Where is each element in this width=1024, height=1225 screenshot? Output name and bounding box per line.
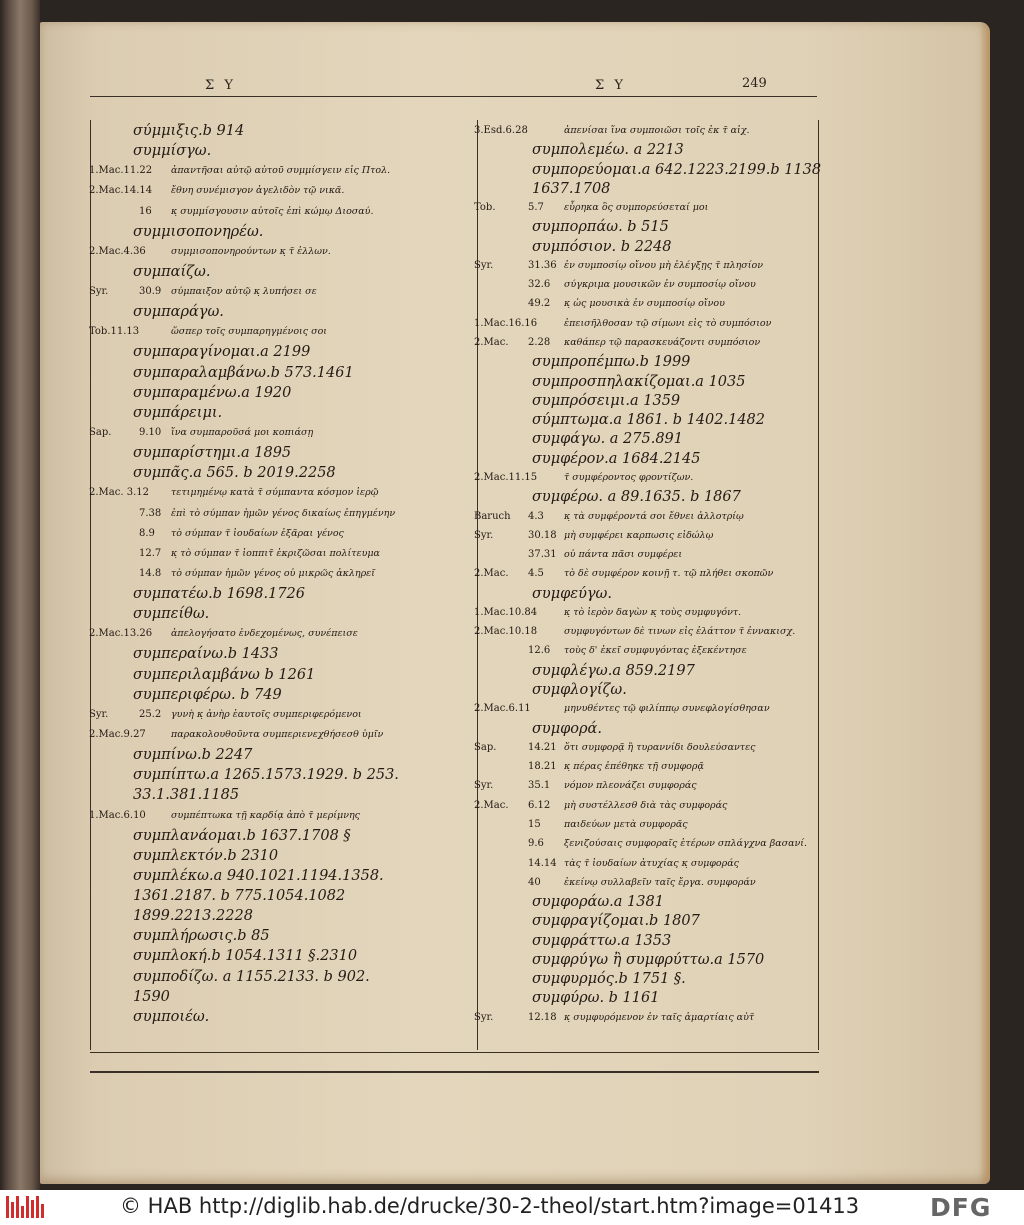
headword-text: συμφορά. bbox=[532, 721, 602, 737]
citation-text: γυνὴ κ̣ ἀνὴρ ἑαυτοῖς συμπεριφερόμενοι bbox=[171, 709, 362, 720]
citation-reference: 2.Mac. bbox=[474, 800, 509, 811]
headword-text: συμφοράω.a 1381 bbox=[532, 894, 664, 910]
citation-text: οὐ πάντα πᾶσι συμφέρει bbox=[564, 549, 683, 560]
headword-text: συμπίνω.b 2247 bbox=[133, 747, 253, 763]
citation-text: τοὺς δ' ἐκεῖ συμφυγόντας ἐξεκέντησε bbox=[564, 645, 747, 656]
citation-verse: 12.6 bbox=[528, 645, 551, 656]
citation-reference: 2.Mac.13.26 bbox=[89, 628, 153, 639]
citation-text: ἐκείνῳ συλλαβεῖν ταῖς ἔργα. συμφοράν bbox=[564, 877, 756, 888]
citation-reference: 1.Mac.16.16 bbox=[474, 318, 538, 329]
citation-text: τὸ δὲ συμφέρον κοινῇ τ. τῷ πλήθει σκοπῶν bbox=[564, 568, 774, 579]
headword-text: συμφλέγω.a 859.2197 bbox=[532, 663, 695, 679]
headword-text: συμπλοκή.b 1054.1311 §.2310 bbox=[133, 948, 358, 964]
headword-text: συμπαραγίνομαι.a 2199 bbox=[133, 344, 311, 360]
citation-reference: Syr. bbox=[474, 1012, 494, 1023]
headword-text: συμπαρίστημι.a 1895 bbox=[133, 445, 292, 461]
headword-text: συμπαραμένω.a 1920 bbox=[133, 385, 292, 401]
citation-reference: 2.Mac. 3.12 bbox=[89, 487, 149, 498]
citation-text: ἀπελογήσατο ἐνδεχομένως, συνέπεισε bbox=[171, 628, 358, 639]
headword-text: 1637.1708 bbox=[532, 181, 611, 197]
headword-text: συμπεριφέρω. b 749 bbox=[133, 687, 282, 703]
headword-text: συμπορεύομαι.a 642.1223.2199.b 1138 bbox=[532, 162, 822, 178]
headword-text: συμπᾶς.a 565. b 2019.2258 bbox=[133, 465, 336, 481]
citation-verse: 30.18 bbox=[528, 530, 557, 541]
citation-reference: 2.Mac.14.14 bbox=[89, 185, 153, 196]
citation-text: ξενιζούσαις συμφοραῖς ἑτέρων σπλάγχνα βασανί. bbox=[564, 838, 808, 849]
citation-text: παρακολουθοῦντα συμπεριενεχθήσεσθ ὑμῖν bbox=[171, 729, 384, 740]
headword-text: συμπορπάω. b 515 bbox=[532, 219, 669, 235]
source-link[interactable]: © HAB http://diglib.hab.de/drucke/30-2-theol/start.htm?image=01413 bbox=[120, 1194, 860, 1218]
citation-reference: Sap. bbox=[89, 427, 112, 438]
citation-reference: Baruch bbox=[474, 511, 511, 522]
headword-text: 1590 bbox=[133, 989, 170, 1005]
headword-text: συμπροσπηλακίζομαι.a 1035 bbox=[532, 374, 746, 390]
citation-verse: 14.8 bbox=[139, 568, 162, 579]
headword-text: συμπολεμέω. a 2213 bbox=[532, 142, 684, 158]
citation-verse: 25.2 bbox=[139, 709, 162, 720]
headword-text: συμπόσιον. b 2248 bbox=[532, 239, 672, 255]
citation-verse: 49.2 bbox=[528, 298, 551, 309]
running-head-center: Σ Υ bbox=[595, 78, 626, 93]
citation-verse: 12.18 bbox=[528, 1012, 557, 1023]
citation-text: μηνυθέντες τῷ φιλίππῳ συνεφλογίσθησαν bbox=[564, 703, 770, 714]
headword-text: συμπατέω.b 1698.1726 bbox=[133, 586, 305, 602]
headword-text: συμφράττω.a 1353 bbox=[532, 933, 672, 949]
citation-verse: 4.5 bbox=[528, 568, 544, 579]
citation-text: ὥσπερ τοῖς συμπαρηγμένοις σοι bbox=[171, 326, 328, 337]
citation-reference: 2.Mac. bbox=[474, 568, 509, 579]
citation-text: νόμον πλεονάζει συμφοράς bbox=[564, 780, 697, 791]
citation-text: ἐν συμποσίῳ οἴνου μὴ ἐλέγξῃς τ̃ πλησίον bbox=[564, 260, 763, 271]
citation-verse: 4.3 bbox=[528, 511, 544, 522]
dfg-logo: DFG bbox=[930, 1193, 992, 1222]
citation-reference: 2.Mac.6.11 bbox=[474, 703, 531, 714]
citation-reference: 2.Mac. bbox=[474, 337, 509, 348]
headword-text: συμπλανάομαι.b 1637.1708 § bbox=[133, 828, 351, 844]
citation-reference: 2.Mac.11.15 bbox=[474, 472, 538, 483]
headword-text: 33.1.381.1185 bbox=[133, 787, 240, 803]
headword-text: συμποδίζω. a 1155.2133. b 902. bbox=[133, 969, 370, 985]
citation-reference: Tob.11.13 bbox=[89, 326, 140, 337]
page-number: 249 bbox=[742, 76, 767, 91]
citation-text: κ̣ τὸ σύμπαν τ̃ ἰοππιτ̃ ἐκριζῶσαι πολίτευμα bbox=[171, 548, 380, 559]
citation-verse: 30.9 bbox=[139, 286, 162, 297]
citation-verse: 12.7 bbox=[139, 548, 162, 559]
citation-reference: 3.Esd.6.28 bbox=[474, 125, 528, 136]
citation-verse: 40 bbox=[528, 877, 541, 888]
headword-text: συμπαίζω. bbox=[133, 264, 211, 280]
citation-text: ἐπεισῆλθοσαν τῷ σίμωνι εἰς τὸ συμπόσιον bbox=[564, 318, 772, 329]
citation-text: ἀπενίσαι ἵνα συμποιῶσι τοῖς ἐκ τ̃ αἰχ. bbox=[564, 125, 750, 136]
headword-text: συμπάρειμι. bbox=[133, 405, 223, 421]
headword-text: συμπεριλαμβάνω b 1261 bbox=[133, 667, 316, 683]
citation-verse: 14.14 bbox=[528, 858, 557, 869]
citation-text: κ̣ ὡς μουσικὰ ἐν συμποσίῳ οἴνου bbox=[564, 298, 725, 309]
citation-text: συμμισοπονηρούντων κ̣ τ̃ ἐλλων. bbox=[171, 246, 331, 257]
headword-text: συμπλήρωσις.b 85 bbox=[133, 928, 270, 944]
headword-text: συμπρόσειμι.a 1359 bbox=[532, 393, 681, 409]
citation-text: τὸ σύμπαν ἡμῶν γένος οὐ μικρῶς ἀκληρεῖ bbox=[171, 568, 375, 579]
citation-text: ἔθνη συνέμισγον ἀγελιδὸν τῷ νικᾶ. bbox=[171, 185, 345, 196]
citation-text: εὗρηκα ὃς συμπορεύσεταί μοι bbox=[564, 202, 709, 213]
footer-rule-thick bbox=[90, 1071, 819, 1073]
citation-reference: Syr. bbox=[474, 260, 494, 271]
citation-verse: 35.1 bbox=[528, 780, 551, 791]
headword-text: συμπαράγω. bbox=[133, 304, 224, 320]
citation-text: μὴ συστέλλεσθ διὰ τὰς συμφοράς bbox=[564, 800, 728, 811]
citation-reference: 1.Mac.6.10 bbox=[89, 810, 146, 821]
citation-reference: Sap. bbox=[474, 742, 497, 753]
hab-logo-icon bbox=[6, 1196, 46, 1218]
citation-text: ἀπαντῆσαι αὐτῷ αὐτοῦ συμμίσγειν εἰς Πτολ. bbox=[171, 165, 391, 176]
citation-text: ὅτι συμφορᾷ ἢ τυραννίδι δουλεύσαντες bbox=[564, 742, 756, 753]
citation-verse: 7.38 bbox=[139, 508, 162, 519]
citation-text: κ̣ συμμίσγουσιν αὐτοῖς ἐπὶ κώμῳ Διοσαύ. bbox=[171, 206, 374, 217]
headword-text: συμφραγίζομαι.b 1807 bbox=[532, 913, 700, 929]
citation-verse: 6.12 bbox=[528, 800, 551, 811]
citation-reference: 1.Mac.10.84 bbox=[474, 607, 538, 618]
headword-text: συμπεραίνω.b 1433 bbox=[133, 646, 279, 662]
header-rule bbox=[90, 96, 817, 97]
headword-text: σύμμιξις.b 914 bbox=[133, 123, 245, 139]
footer-rule-thin bbox=[90, 1052, 819, 1053]
headword-text: συμφύρω. b 1161 bbox=[532, 990, 660, 1006]
citation-reference: 2.Mac.9.27 bbox=[89, 729, 146, 740]
citation-verse: 8.9 bbox=[139, 528, 155, 539]
page-edge bbox=[980, 22, 990, 1184]
citation-verse: 15 bbox=[528, 819, 541, 830]
citation-verse: 31.36 bbox=[528, 260, 557, 271]
citation-reference: Syr. bbox=[474, 780, 494, 791]
citation-text: κ̣ πέρας ἐπέθηκε τῇ συμφορᾷ bbox=[564, 761, 704, 772]
running-head-left: Σ Υ bbox=[205, 78, 236, 93]
citation-reference: Syr. bbox=[89, 709, 109, 720]
citation-reference: 1.Mac.11.22 bbox=[89, 165, 153, 176]
headword-text: συμφάγω. a 275.891 bbox=[532, 431, 684, 447]
citation-verse: 2.28 bbox=[528, 337, 551, 348]
headword-text: συμπροπέμπω.b 1999 bbox=[532, 354, 691, 370]
headword-text: συμφλογίζω. bbox=[532, 682, 627, 698]
headword-text: συμμίσγω. bbox=[133, 143, 212, 159]
headword-text: σύμπτωμα.a 1861. b 1402.1482 bbox=[532, 412, 766, 428]
citation-text: τ̃ συμφέροντος φροντίζων. bbox=[564, 472, 694, 483]
citation-text: ἐπὶ τὸ σύμπαν ἡμῶν γένος δικαίως ἐπηγμένην bbox=[171, 508, 396, 519]
citation-text: κ̣ τὸ ἱερὸν δαγὼν κ̣ τοὺς συμφυγόντ. bbox=[564, 607, 742, 618]
citation-text: καθάπερ τῷ παρασκευάζοντι συμπόσιον bbox=[564, 337, 761, 348]
citation-reference: Syr. bbox=[89, 286, 109, 297]
citation-verse: 32.6 bbox=[528, 279, 551, 290]
headword-text: συμφυρμός.b 1751 §. bbox=[532, 971, 686, 987]
headword-text: συμπαραλαμβάνω.b 573.1461 bbox=[133, 365, 354, 381]
headword-text: συμφέρω. a 89.1635. b 1867 bbox=[532, 489, 741, 505]
facing-page-edge bbox=[0, 0, 40, 1190]
citation-text: συμπέπτωκα τῇ καρδίᾳ ἀπὸ τ̃ μερίμνης bbox=[171, 810, 360, 821]
citation-reference: Syr. bbox=[474, 530, 494, 541]
citation-verse: 9.10 bbox=[139, 427, 162, 438]
headword-text: συμφέρον.a 1684.2145 bbox=[532, 451, 701, 467]
citation-verse: 14.21 bbox=[528, 742, 557, 753]
citation-text: τὸ σύμπαν τ̃ ἰουδαίων ἐξᾶραι γένος bbox=[171, 528, 344, 539]
headword-text: συμμισοπονηρέω. bbox=[133, 224, 264, 240]
citation-reference: 2.Mac.4.36 bbox=[89, 246, 146, 257]
citation-verse: 16 bbox=[139, 206, 152, 217]
citation-text: κ̣ τὰ συμφέροντά σοι ἔθνει ἀλλοτρίῳ bbox=[564, 511, 744, 522]
citation-verse: 37.31 bbox=[528, 549, 557, 560]
citation-verse: 5.7 bbox=[528, 202, 544, 213]
book-page bbox=[40, 22, 990, 1184]
citation-verse: 18.21 bbox=[528, 761, 557, 772]
citation-reference: Tob. bbox=[474, 202, 496, 213]
citation-text: σύγκριμα μουσικῶν ἐν συμποσίῳ οἴνου bbox=[564, 279, 756, 290]
citation-reference: 2.Mac.10.18 bbox=[474, 626, 538, 637]
citation-text: μὴ συμφέρει καρπωσις εἰδώλῳ bbox=[564, 530, 714, 541]
text-frame bbox=[89, 120, 822, 1050]
headword-text: συμπίπτω.a 1265.1573.1929. b 253. bbox=[133, 767, 399, 783]
headword-text: συμπλεκτόν.b 2310 bbox=[133, 848, 279, 864]
citation-text: τετιμημένῳ κατὰ τ̃ σύμπαντα κόσμον ἱερῷ bbox=[171, 487, 379, 498]
headword-text: 1361.2187. b 775.1054.1082 bbox=[133, 888, 346, 904]
headword-text: συμφρύγω ἢ συμφρύττω.a 1570 bbox=[532, 952, 765, 968]
citation-text: κ̣ συμφυρόμενον ἐν ταῖς ἁμαρτίαις αὐτ̃ bbox=[564, 1012, 755, 1023]
citation-text: σύμπαιξον αὐτῷ κ̣ λυπήσει σε bbox=[171, 286, 317, 297]
citation-text: τὰς τ̃ ἰουδαίων ἀτυχίας κ̣ συμφοράς bbox=[564, 858, 739, 869]
headword-text: συμφεύγω. bbox=[532, 586, 612, 602]
citation-text: ἵνα συμπαροῦσά μοι κοπιάσῃ bbox=[171, 427, 314, 438]
headword-text: συμπλέκω.a 940.1021.1194.1358. bbox=[133, 868, 384, 884]
citation-verse: 9.6 bbox=[528, 838, 544, 849]
citation-text: παιδεύων μετὰ συμφορᾶς bbox=[564, 819, 688, 830]
headword-text: συμπείθω. bbox=[133, 606, 210, 622]
headword-text: 1899.2213.2228 bbox=[133, 908, 253, 924]
citation-text: συμφυγόντων δὲ τινων εἰς ἐλάττον τ̃ ἐννακισχ. bbox=[564, 626, 796, 637]
headword-text: συμποιέω. bbox=[133, 1009, 210, 1025]
